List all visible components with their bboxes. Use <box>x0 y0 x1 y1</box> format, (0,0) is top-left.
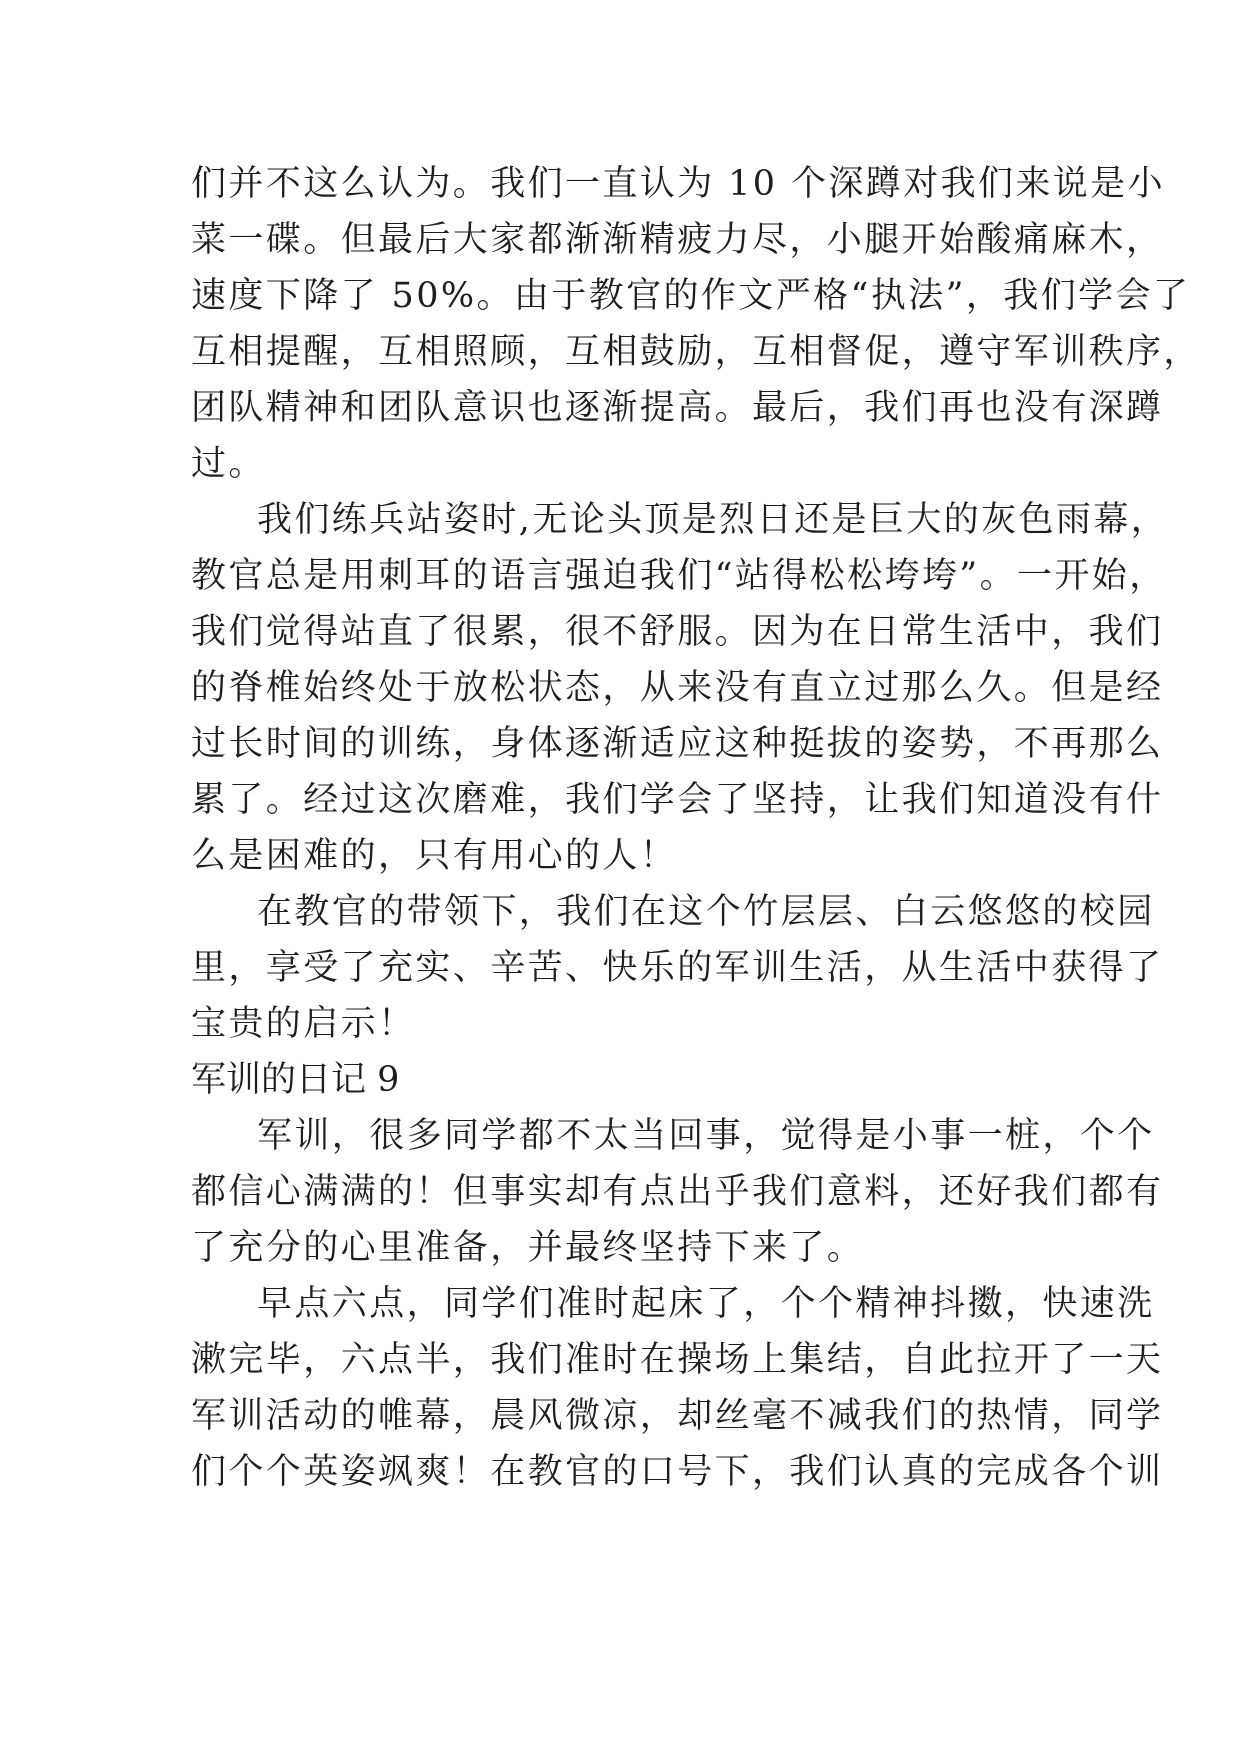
text-line: 宝贵的启示！ <box>191 1004 416 1044</box>
paragraph-start-line: 军训，很多同学都不太当回事，觉得是小事一桩，个个 <box>257 1116 1155 1156</box>
text-line: 里，享受了充实、辛苦、快乐的军训生活，从生活中获得了 <box>191 948 1164 988</box>
text-line: 军训活动的帷幕，晨风微凉，却丝毫不减我们的热情，同学 <box>191 1396 1164 1436</box>
text-line: 漱完毕，六点半，我们准时在操场上集结，自此拉开了一天 <box>191 1340 1164 1380</box>
section-heading: 军训的日记 9 <box>191 1060 400 1100</box>
text-line: 过。 <box>191 444 266 484</box>
text-line: 的脊椎始终处于放松状态，从来没有直立过那么久。但是经 <box>191 668 1164 708</box>
text-line: 过长时间的训练，身体逐渐适应这种挺拔的姿势，不再那么 <box>191 724 1164 764</box>
text-line: 速度下降了 50%。由于教官的作文严格“执法”，我们学会了 <box>191 276 1191 316</box>
text-line: 团队精神和团队意识也逐渐提高。最后，我们再也没有深蹲 <box>191 388 1164 428</box>
text-line: 了充分的心里准备，并最终坚持下来了。 <box>191 1228 865 1268</box>
paragraph-start-line: 在教官的带领下，我们在这个竹层层、白云悠悠的校园 <box>257 892 1155 932</box>
paragraph-start-line: 早点六点，同学们准时起床了，个个精神抖擞，快速洗 <box>257 1284 1155 1324</box>
text-line: 我们觉得站直了很累，很不舒服。因为在日常生活中，我们 <box>191 612 1164 652</box>
text-line: 互相提醒，互相照顾，互相鼓励，互相督促，遵守军训秩序， <box>191 332 1201 372</box>
text-line: 们个个英姿飒爽！在教官的口号下，我们认真的完成各个训 <box>191 1452 1164 1492</box>
text-line: 么是困难的，只有用心的人！ <box>191 836 678 876</box>
text-line: 都信心满满的！但事实却有点出乎我们意料，还好我们都有 <box>191 1172 1164 1212</box>
text-line: 菜一碟。但最后大家都渐渐精疲力尽，小腿开始酸痛麻木， <box>191 220 1164 260</box>
text-line: 累了。经过这次磨难，我们学会了坚持，让我们知道没有什 <box>191 780 1164 820</box>
paragraph-start-line: 我们练兵站姿时,无论头顶是烈日还是巨大的灰色雨幕， <box>257 500 1169 540</box>
text-line: 教官总是用刺耳的语言强迫我们“站得松松垮垮”。一开始， <box>191 556 1167 596</box>
text-line: 们并不这么认为。我们一直认为 10 个深蹲对我们来说是小 <box>191 164 1165 204</box>
